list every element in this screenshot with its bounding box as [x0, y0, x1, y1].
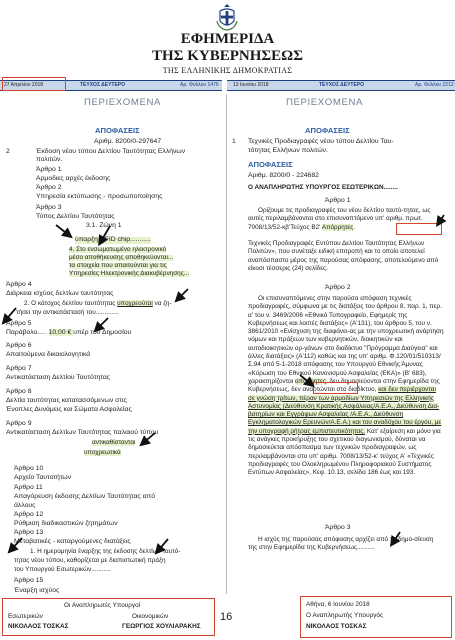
right-specs-text: Τεχνικές Προδιαγραφές Εντύπου Δελτίου Ταυτότητας Ελλήνων Πολιτών», που συνέταξε ειδική επιτροπή και το οποίο αποτελεί αναπόσπαστο μέρος της παρούσας απόφασης, αποτελούμενο από είκοσι τέσσερις (24) σελίδες.	[248, 240, 439, 272]
left-issue-sheet: Αρ. Φύλλου 1476	[180, 82, 219, 88]
article-2-title: Υπηρεσία εκτύπωσης - προσωποποίησης	[36, 193, 163, 200]
right-issue-sheet: Αρ. Φύλλου 2212	[415, 82, 454, 88]
article-3-title: Τύπος Δελτίου Ταυτότητας	[36, 213, 115, 220]
gazette-subtitle: ΤΗΣ ΕΛΛΗΝΙΚΗΣ ΔΗΜΟΚΡΑΤΙΑΣ	[162, 66, 293, 75]
article-2-label: Άρθρο 2	[36, 184, 62, 191]
article-11-title: Απαγόρευση έκδοσης Δελτίων Ταυτότητας από	[14, 493, 155, 500]
arrow-rfid	[56, 225, 70, 236]
article-10-title: Αρχείο Ταυτοτήτων	[14, 474, 72, 481]
left-issue-type: ΤΕΥΧΟΣ ΔΕΥΤΕΡΟ	[80, 82, 126, 88]
minister-name-1: ΝΙΚΟΛΑΟΣ ΤΟΣΚΑΣ	[8, 623, 69, 630]
signature-role: Ο Αναπληρωτής Υπουργός	[306, 612, 384, 619]
arrow-start	[10, 538, 22, 551]
storage-text-3: τα στοιχεία που απαιτούνται για τις	[69, 262, 167, 269]
right-decision-number: Αριθμ. 8200/0 - 224682	[248, 172, 319, 179]
minister-role-1: Εσωτερικών	[8, 613, 43, 620]
right-article-3-label: Άρθρο 3	[325, 524, 351, 531]
obligation-text-2: τήσει την αντικατάστασή του.............	[16, 309, 119, 316]
storage-text-1: 4. Στο ενσωματωμένο ηλεκτρονικό	[69, 246, 167, 253]
article-6-title: Απαιτούμενα δικαιολογητικά	[6, 351, 91, 358]
replace-highlight-1: αντικαθίστανται	[92, 439, 136, 446]
article-15-title: Έναρξη ισχύος	[14, 587, 60, 594]
right-item-title-2: τότητας Ελλήνων πολιτών.	[248, 147, 328, 154]
left-item-title: Έκδοση νέου τύπου Δελτίου Ταυτότητας Ελλήνων	[36, 148, 186, 155]
article-13-title: Μεταβατικές - καταργούμενες διατάξεις	[14, 538, 131, 545]
article-5-title: Παράβολο..... 10,00 € υπέρ του Δημοσίου	[6, 329, 132, 336]
article-8-title-2: Ένοπλες Δυνάμεις και Σώματα Ασφαλείας	[6, 406, 132, 413]
signature-date: Αθήνα, 6 Ιουνίου 2018	[306, 601, 370, 608]
zone-label: 3.1. Ζώνη 1	[86, 222, 122, 229]
right-article-3-text: Η ισχύς της παρούσας απόφασης αρχίζει από τη δημο-σίευση της στην Εφημερίδα της Κυβερνήσεως..........	[248, 536, 434, 552]
article-10-label: Άρθρο 10	[14, 465, 44, 472]
article-3-label: Άρθρο 3	[36, 204, 62, 211]
arrow-storage	[100, 226, 110, 243]
right-article-1-label: Άρθρο 1	[325, 197, 351, 204]
arrow-start-2	[157, 539, 168, 552]
article-1-title: Αρμοδιες αρχές έκδοσης	[36, 175, 111, 182]
right-decisions-heading: ΑΠΟΦΑΣΕΙΣ	[305, 126, 350, 135]
minister-name-2: ΓΕΩΡΓΙΟΣ ΧΟΥΛΙΑΡΑΚΗΣ	[122, 623, 201, 630]
minister-role-2: Οικονομικών	[132, 613, 169, 620]
arrow-article-5	[4, 308, 16, 322]
right-decisions-heading-2: ΑΠΟΦΑΣΕΙΣ	[248, 160, 293, 169]
obligation-text: 2. Ο κάτοχος δελτίου ταυτότητας υποχρεούται να ζη-	[24, 300, 172, 307]
arrow-classified-1	[438, 215, 444, 224]
classified-word-1: Απόρρητες	[321, 223, 354, 231]
start-text-1: 1. Η ημερομηνία έναρξης της έκδοσης δελτίων ταυτό-	[30, 548, 181, 555]
article-12-title: Ρύθμιση διαδικαστικών ζητημάτων	[14, 520, 118, 527]
fee-amount: 10,00 €	[48, 329, 74, 336]
article-13-label: Άρθρο 13	[14, 529, 44, 536]
page-number: 16	[220, 611, 233, 623]
article-15-label: Άρθρο 15	[14, 577, 44, 584]
right-issue-date: 13 Ιουνίου 2018	[233, 82, 269, 88]
start-text-2: τητας νέου τύπου, καθορίζεται με διαπιστωτική πράξη	[14, 557, 166, 564]
article-8-title: Δελτία ταυτότητας κατατασσόμενων στις	[6, 397, 127, 404]
left-contents-heading: ΠΕΡΙΕΧΟΜΕΝΑ	[84, 97, 161, 108]
right-item-number: 1	[232, 138, 236, 145]
right-article-2-label: Άρθρο 2	[325, 284, 351, 291]
arrow-classified-2	[300, 375, 312, 385]
article-4-title: Διάρκεια ισχύος δελτίων ταυτότητας	[6, 290, 114, 297]
arrow-replace	[142, 433, 155, 444]
article-5-label: Άρθρο 5	[6, 320, 32, 327]
obligation-highlight: υποχρεούται	[117, 300, 153, 307]
storage-text-2: μέσο αποθήκευσης αποθηκεύονται...	[69, 254, 174, 261]
left-decisions-heading: ΑΠΟΦΑΣΕΙΣ	[95, 126, 140, 135]
right-article-2-text: Οι επισυναπτόμενες στην παρούσα απόφαση τεχνικές προδιαγραφές, σύμφωνα με τις διατάξεις του άρθρου 8, παρ. 1, περ. α' του ν. 3469/2006 «Εθνικό Τυπογραφείο, Εφημερίς της Κυβερνήσεως και λοιπές διατάξεις» (Α'131), του άρθρου 5, του ν. 3861/2010 «Ενίσχυση της διαφάνει-ας με την υποχρεωτική ανάρτηση νόμων και πράξεων των κυβερνητικών, διοικητικών και αυτοδιοικητικών ορ-γάνων στο διαδίκτυο "Πρόγραμμα Διαύγεια" και άλλες διατάξεις» (Α'112) καθώς και της υπ' αριθμ. Φ.120/01/510313/Σ.94 από 5-1-2018 απόφασης του Υπουργού Εθνικής Άμυνας «Κύρωση του Εθνικού Κανονισμού Ασφαλείας (ΕΚΑ)» (Β' 683), χαρακτηρίζονται απόρρητες, δεν δημοσιεύονται στην Εφημερίδα της Κυβερνήσεως, δεν αναρτώνται στο διαδίκτυο, και δεν περιέρχονται σε γνώση τρίτων, πέραν των αρμοδίων Υπηρεσιών της Ελληνικής Αστυνομίας (Διεύθυνση Κρατικής Ασφάλειας/Α.Ε.Α., Διεύθυνση Δια-βατηρίων και Εγγράφων Ασφαλείας /Α.Ε.Α., Διεύθυνση Εγκληματολογικών Ερευνών/Α.Ε.Α.) και του αναδόχου του έργου, με την υπογραφή ρήτρας εμπιστευτικότητας. Κατ' εξαίρεση και μόνο για τις ανάγκες προκήρυξης του σχετικού διαγωνισμού, δύναται να δημοσιεύεται απόσπασμα των τεχνικών προδιαγραφών, ως περιλαμβάνονται στο υπ' αριθμ. 7008/13/52-κ' τεύχος Α' «Τεχνικές προδιαγραφές του Ολοκληρωμένου Πληροφοριακού Συστήματος Εντύπων Ασφαλείας», Κεφ. 10.13, σελίδα 186 έως και 193.	[248, 295, 444, 477]
rfid-text: ύπαρξη RFID chip...........	[75, 236, 151, 243]
storage-text-4: Υπηρεσίες Ηλεκτρονικής Διακυβέρνησης...	[69, 270, 190, 277]
article-6-label: Άρθρο 6	[6, 342, 32, 349]
restricted-access-text: και δεν περιέρχονται σε γνώση τρίτων, πέραν των αρμοδίων Υπηρεσιών της Ελληνικής Αστυνομίας (Διεύθυνση Κρατικής Ασφάλειας/Α.Ε.Α., Διεύθυνση Δια-βατηρίων και Εγγράφων Ασφαλείας /Α.Ε.Α., Διεύθυνση Εγκληματολογικών Ερευνών/Α.Ε.Α.) και του αναδόχου του έργου, με την υπογραφή ρήτρας εμπιστευτικότητας.	[248, 386, 442, 435]
arrow-obligation	[177, 289, 188, 300]
article-11-title-2: άλλους	[14, 502, 36, 509]
left-item-number: 2	[6, 148, 10, 155]
right-minister-heading: Ο ΑΝΑΠΛΗΡΩΤΗΣ ΥΠΟΥΡΓΟΣ ΕΣΩΤΕΡΙΚΩΝ........	[248, 184, 398, 191]
signature-name: ΝΙΚΟΛΑΟΣ ΤΟΣΚΑΣ	[306, 623, 367, 630]
replace-highlight-2: υποχρεωτικά	[84, 449, 121, 456]
article-4-label: Άρθρο 4	[6, 281, 32, 288]
left-issue-date: 27 Απριλίου 2018	[4, 82, 44, 88]
article-12-label: Άρθρο 12	[14, 511, 44, 518]
classified-word-2: απόρρητες	[295, 377, 326, 385]
article-7-title: Αντικατάσταση Δελτίου Ταυτότητας	[6, 374, 111, 381]
left-item-title-2: πολιτών.	[36, 156, 63, 163]
arrow-fee	[96, 318, 108, 330]
arrow-article-3	[392, 532, 400, 544]
right-issue-type: ΤΕΥΧΟΣ ΔΕΥΤΕΡΟ	[319, 82, 365, 88]
right-article-1-text: Ορίζουμε τις προδιαγραφές του νέου δελτίου ταυτό-τητας, ως αυτές περιλαμβάνονται στο επισυναπτόμενο υπ' αριθμ. πρωτ. 7008/13/52-κβ'Τεύχος Β2' Απόρρητες.	[248, 207, 431, 231]
article-9-title: Αντικατάσταση Δελτίων Ταυτότητας παλαιού τύπου	[6, 429, 159, 436]
gazette-title: ΕΦΗΜΕΡΙΔΑ	[180, 31, 275, 47]
article-7-label: Άρθρο 7	[6, 365, 32, 372]
article-1-label: Άρθρο 1	[36, 166, 62, 173]
gazette-title-2: ΤΗΣ ΚΥΒΕΡΝΗΣΕΩΣ	[151, 48, 304, 64]
right-item-title: Τεχνικές Προδιαγραφές νέου τύπου Δελτίου Ταυ-	[248, 138, 394, 145]
start-text-3: του Υπουργού Εσωτερικών...........	[14, 566, 111, 573]
article-9-label: Άρθρο 9	[6, 420, 32, 427]
ministers-heading: Οι Αναπληρωτές Υπουργοί	[64, 602, 141, 609]
article-11-label: Άρθρο 11	[14, 484, 43, 491]
left-decision-number: Αριθμ. 8200/0-297647	[94, 138, 162, 145]
right-contents-heading: ΠΕΡΙΕΧΟΜΕΝΑ	[286, 97, 363, 108]
article-8-label: Άρθρο 8	[6, 388, 32, 395]
